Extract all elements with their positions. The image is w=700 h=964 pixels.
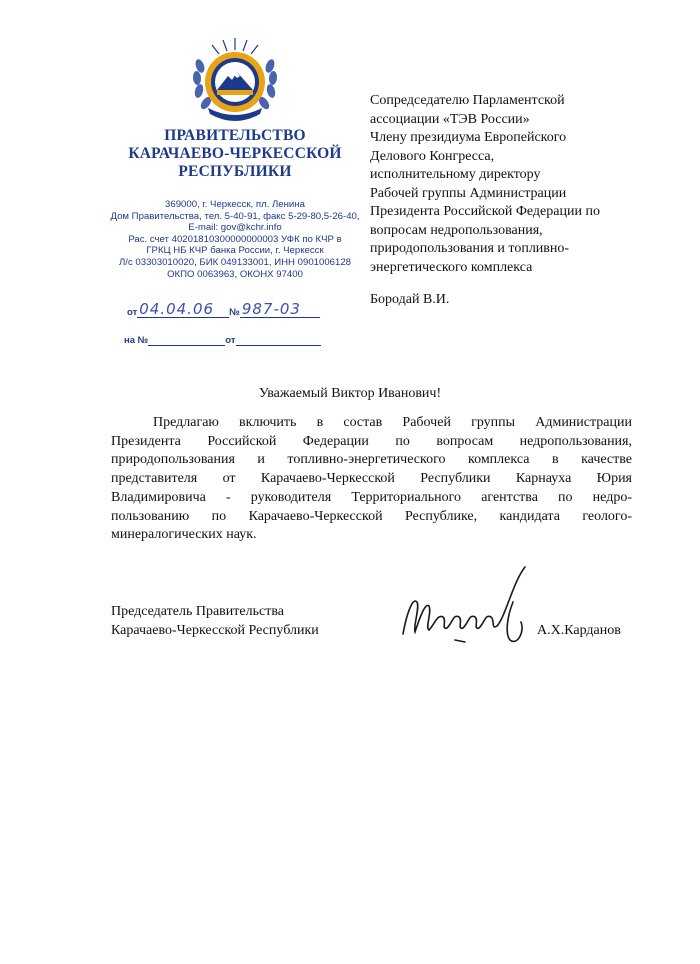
addressee-line: Делового Конгресса, <box>370 148 495 164</box>
letterhead-contacts <box>80 199 390 280</box>
body-line: Владимировича - руководителя Территориального агентства по недро- <box>111 489 632 505</box>
addressee-line: Рабочей группы Администрации <box>370 185 567 201</box>
body-line: пользованию по Карачаево-Черкесской Республике, кандидата геолого- <box>111 508 632 524</box>
ref-reply-date-field <box>236 333 321 346</box>
ref-date-field <box>137 300 229 318</box>
ref-reply-from-label: от <box>225 335 236 346</box>
addressee-line: природопользования и топливно- <box>370 241 570 256</box>
contact-line: ГРКЦ НБ КЧР банка России, г. Черкесск <box>146 245 324 257</box>
body-line: Президента Российской Федерации по вопросам недропользования, <box>111 433 632 449</box>
addressee-name: Бородай В.И. <box>370 292 450 307</box>
incoming-reference-line <box>124 333 321 346</box>
ref-number: 987-03 <box>241 300 301 318</box>
addressee-line: Президента Российской Федерации по <box>370 204 600 219</box>
handwritten-signature-icon <box>395 562 545 652</box>
letter-body <box>111 414 632 545</box>
body-line: представителя от Карачаево-Черкесской Республики Карнауха Юрия <box>111 471 632 487</box>
ref-from-label: от <box>127 307 138 318</box>
addressee-line: исполнительному директору <box>370 167 541 182</box>
ref-date: 04.04.06 <box>139 300 215 318</box>
signer-position-line: Председатель Правительства <box>111 604 284 619</box>
org-name-line: РЕСПУБЛИКИ <box>178 163 292 180</box>
body-line: природопользования и топливно-энергетического комплекса в качестве <box>111 452 632 468</box>
body-line: Предлагаю включить в состав Рабочей группы Администрации <box>153 415 632 430</box>
ref-reply-number-field <box>148 333 225 346</box>
addressee-line: Сопредседателю Парламентской <box>370 93 565 108</box>
addressee-line: ассоциации «ТЭВ России» <box>370 111 530 127</box>
addressee-block <box>370 92 680 277</box>
body-line: минералогических наук. <box>111 527 257 543</box>
contact-line: E-mail: gov@kchr.info <box>188 222 282 234</box>
contact-line: Л/с 03303010020, БИК 049133001, ИНН 0901006128 <box>118 256 352 268</box>
ref-number-field <box>240 300 320 318</box>
signer-name: А.Х.Карданов <box>537 623 621 638</box>
signer-position-line: Карачаево-Черкесской Республики <box>111 622 319 638</box>
contact-line: Рас. счет 40201810300000000003 УФК по КЧР в <box>128 233 342 245</box>
addressee-line: вопросам недропользования, <box>370 222 543 238</box>
contact-line: Дом Правительства, тел. 5-40-91, факс 5-29-80,5-26-40, <box>110 210 360 222</box>
contact-line: ОКПО 0063963, ОКОНХ 97400 <box>167 268 303 280</box>
ref-reply-label: на № <box>124 335 149 346</box>
signer-position <box>111 603 319 640</box>
addressee-line: энергетического комплекса <box>370 259 533 275</box>
contact-line: 369000, г. Черкесск, пл. Ленина <box>165 199 305 210</box>
addressee-line: Члену президиума Европейского <box>370 130 567 145</box>
ref-number-label: № <box>229 307 240 318</box>
salutation: Уважаемый Виктор Иванович! <box>258 386 442 401</box>
coat-of-arms-emblem-icon <box>190 36 280 124</box>
organization-name <box>110 127 360 181</box>
org-name-line: КАРАЧАЕВО-ЧЕРКЕССКОЙ <box>128 145 342 162</box>
org-name-line: ПРАВИТЕЛЬСТВО <box>164 127 306 144</box>
outgoing-reference-line <box>127 300 320 318</box>
